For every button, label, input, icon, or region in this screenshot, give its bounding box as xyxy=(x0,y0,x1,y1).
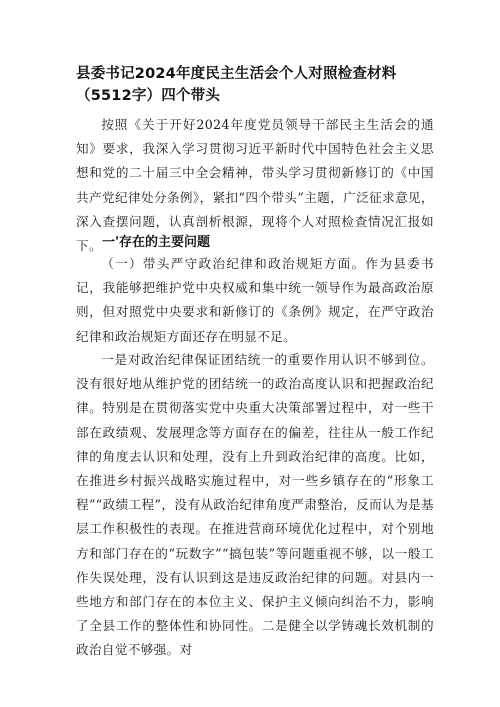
body-paragraph-2: 一是对政治纪律保证团结统一的重要作用认识不够到位。没有很好地从维护党的团结统一的政治高度认识和把握政治纪律。特别是在贯彻落实党中央重大决策部署过程中，对一些干部在政绩观、发展理念等方面存在的偏差，往往从一般工作纪律的角度去认识和处理，没有上升到政治纪律的高度。比如，在推进乡村振兴战略实施过程中，对一些乡镇存在的“形象工程”“政绩工程”，没有从政治纪律角度严肃整治，反而认为是基层工作积极性的表现。在推进营商环境优化过程中，对个别地方和部门存在的“玩数字”“搞包装”等问题重视不够，以一般工作失误处理，没有认识到这是违反政治纪律的问题。对县内一些地方和部门存在的本位主义、保护主义倾向纠治不力，影响了全县工作的整体性和协同性。二是健全以学铸魂长效机制的政治自觉不够强。对 xyxy=(76,352,434,658)
body-paragraph-1: （一）带头严守政治纪律和政治规矩方面。作为县委书记，我能够把维护党中央权威和集中统一领导作为最高政治原则，但对照党中央要求和新修订的《条例》规定，在严守政治纪律和政治规矩方面还存在明显不足。 xyxy=(76,256,434,344)
intro-paragraph: 按照《关于开好2024年度党员领导干部民主生活会的通知》要求，我深入学习贯彻习近平新时代中国特色社会主义思想和党的二十届三中全会精神，带头学习贯彻新修订的《中国共产党纪律处分条例》，紧扣“四个带头”主题，广泛征求意见，深入查摆问题，认真剖析根源，现将个人对照检查情况汇报如下。 xyxy=(76,117,434,254)
section-heading: 一'存在的主要问题 xyxy=(102,235,210,250)
document-title: 县委书记2024年度民主生活会个人对照检查材料（5512字）四个带头 xyxy=(76,66,397,104)
